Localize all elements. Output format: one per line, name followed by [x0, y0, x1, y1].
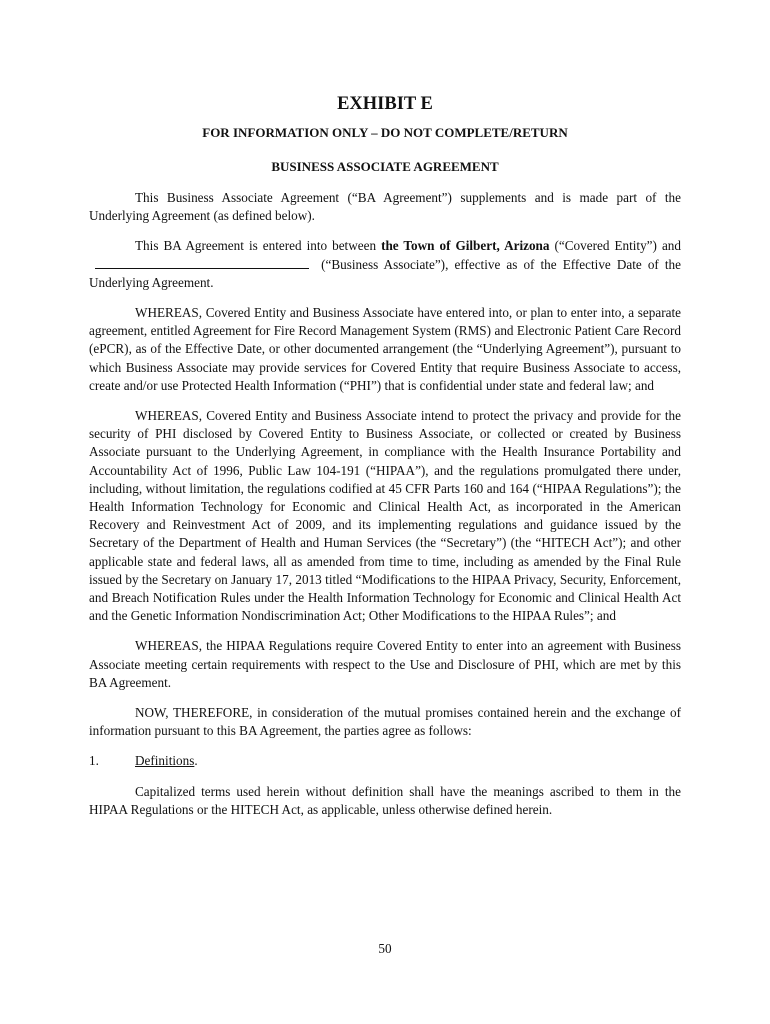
section-1-period: . [194, 753, 198, 769]
parties-text-middle: (“Covered Entity”) and [549, 238, 681, 254]
whereas-paragraph-2: WHEREAS, Covered Entity and Business Associate intend to protect the privacy and provide for the security of PHI disclosed by Covered Entity to Business Associate, or collected or created by Business Associate pursuant to the Underlying Agreement, in compliance with the Health Insurance Portability and Accountability Act of 1996, Public Law 104-191 (“HIPAA”), and the regulations promulgated there under, including, without limitation, the regulations codified at 45 CFR Parts 160 and 164 (“HIPAA Regulations”); the Health Information Technology for Economic and Clinical Health Act, as incorporated in the American Recovery and Reinvestment Act of 2009, and its implementing regulations and guidance issued by the Secretary of the Department of Health and Human Services (the “Secretary”) (the “HITECH Act”); and other applicable state and federal laws, all as amended from time to time, including as amended by the Final Rule issued by the Secretary on January 17, 2013 titled “Modifications to the HIPAA Privacy, Security, Enforcement, and Breach Notification Rules under the Health Information Technology for Economic and Clinical Health Act and the Genetic Information Nondiscrimination Act; Other Modifications to the HIPAA Rules”; and [89, 408, 681, 624]
agreement-title: BUSINESS ASSOCIATE AGREEMENT [271, 159, 499, 174]
parties-text-end: (“Business Associate”), effective as of the Effective Date of the Underlying Agreement. [89, 256, 681, 290]
section-1-number: 1. [89, 753, 99, 769]
covered-entity-name: the Town of Gilbert, Arizona [381, 238, 550, 254]
definitions-paragraph: Capitalized terms used herein without definition shall have the meanings ascribed to them in the HIPAA Regulations or the HITECH Act, as applicable, unless otherwise defined herein. [89, 783, 681, 817]
section-1-heading [89, 752, 681, 770]
parties-text-start: This BA Agreement is entered into between [135, 238, 382, 254]
page-number: 50 [378, 941, 392, 956]
parties-paragraph [89, 237, 681, 292]
business-associate-blank-line [95, 256, 309, 269]
whereas-paragraph-1: WHEREAS, Covered Entity and Business Associate have entered into, or plan to enter into, a separate agreement, entitled Agreement for Fire Record Management System (RMS) and Electronic Patient Care Record (ePCR), as of the Effective Date, or other documented arrangement (the “Underlying Agreement”), pursuant to which Business Associate may provide services for Covered Entity that require Business Associate to access, create and/or use Protected Health Information (“PHI”) that is confidential under state and federal law; and [89, 305, 681, 393]
document-body [89, 92, 681, 831]
section-1-title: Definitions [135, 753, 195, 769]
information-only-notice: FOR INFORMATION ONLY – DO NOT COMPLETE/RETURN [202, 125, 568, 140]
now-therefore-paragraph: NOW, THEREFORE, in consideration of the mutual promises contained herein and the exchange of information pursuant to this BA Agreement, the parties agree as follows: [89, 705, 681, 739]
exhibit-title: EXHIBIT E [337, 94, 433, 114]
whereas-paragraph-3: WHEREAS, the HIPAA Regulations require Covered Entity to enter into an agreement with Business Associate meeting certain requirements with respect to the Use and Disclosure of PHI, which are met by this BA Agreement. [89, 638, 681, 690]
intro-paragraph: This Business Associate Agreement (“BA Agreement”) supplements and is made part of the Underlying Agreement (as defined below). [89, 190, 681, 224]
